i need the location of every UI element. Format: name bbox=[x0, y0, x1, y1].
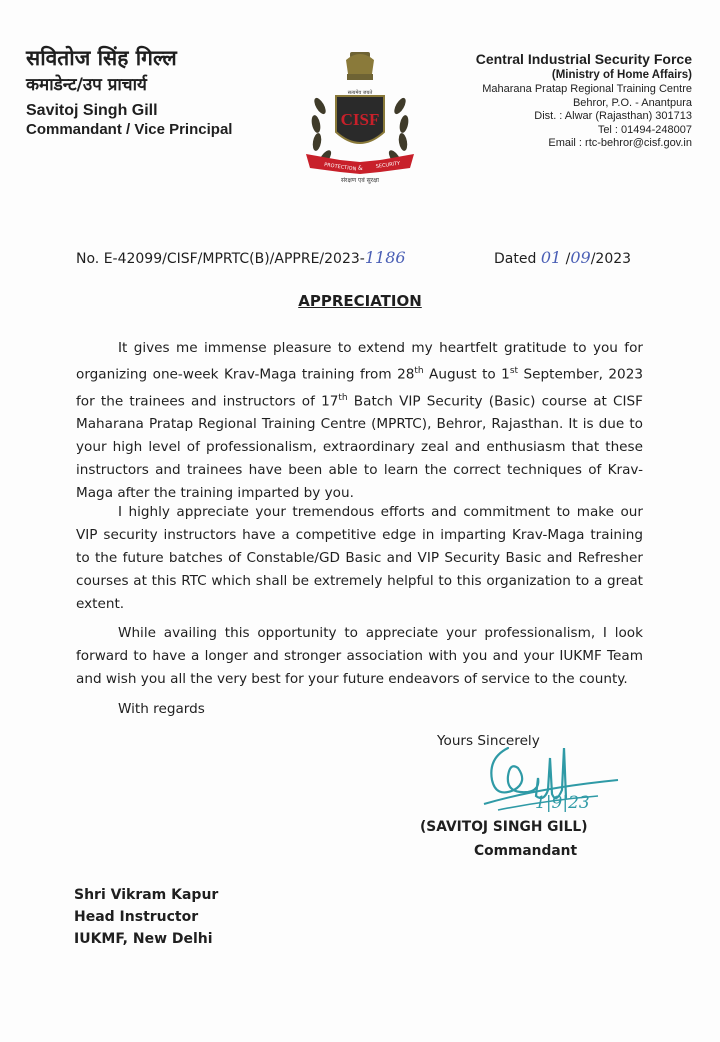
ribbon-left-text: PROTECTION bbox=[323, 162, 357, 173]
reference-number bbox=[76, 248, 406, 267]
date-year: /2023 bbox=[590, 251, 632, 267]
emblem-text: CISF bbox=[340, 110, 380, 129]
signatory-designation: Commandant bbox=[474, 843, 578, 859]
signatory-name: (SAVITOJ SINGH GILL) bbox=[420, 819, 588, 835]
emblem-motto: सत्यमेव जयते bbox=[347, 90, 373, 96]
officer-title: Commandant / Vice Principal bbox=[26, 121, 233, 138]
handwritten-month: 09 bbox=[570, 248, 591, 267]
email-line: Email : rtc-behror@cisf.gov.in bbox=[548, 137, 692, 150]
ribbon-mid-text: & bbox=[358, 165, 363, 172]
officer-title-hindi: कमाडेन्ट/उप प्राचार्य bbox=[26, 75, 147, 95]
paragraph-2: I highly appreciate your tremendous efforts and commitment to make our VIP security instructors have a competitive edge in imparting Krav-Maga training to the future batches of Constable/GD Basic and VIP Security Basic and Refresher courses at this RTC which shall be extremely helpful to this organization to a great extent. bbox=[76, 504, 643, 612]
address-line: Maharana Pratap Regional Training Centre bbox=[482, 83, 692, 95]
org-name: Central Industrial Security Force bbox=[475, 51, 692, 67]
closing-regards: With regards bbox=[118, 701, 205, 717]
reference-prefix: No. E-42099/CISF/MPRTC(B)/APPRE/2023- bbox=[76, 251, 365, 267]
officer-name-hindi: सवितोज सिंह गिल्ल bbox=[26, 46, 177, 70]
address-line: Dist. : Alwar (Rajasthan) 301713 bbox=[534, 110, 692, 123]
handwritten-reference-number: 1186 bbox=[364, 248, 406, 267]
emblem-tagline: संरक्षण एवं सुरक्षा bbox=[341, 177, 379, 184]
ministry-name: (Ministry of Home Affairs) bbox=[551, 69, 692, 81]
dated-label: Dated bbox=[494, 251, 537, 267]
signature-date: 1|9|23 bbox=[535, 793, 590, 813]
yours-sincerely: Yours Sincerely bbox=[437, 733, 540, 749]
organization-block bbox=[476, 50, 692, 151]
handwritten-day: 01 bbox=[540, 248, 562, 267]
date-separator: / bbox=[565, 251, 571, 267]
cisf-emblem-logo bbox=[300, 44, 420, 184]
recipient-name: Shri Vikram Kapur bbox=[74, 887, 219, 903]
recipient-organization: IUKMF, New Delhi bbox=[74, 931, 213, 947]
paragraph-3: While availing this opportunity to appreciate your professionalism, I look forward to have a longer and stronger association with you and your IUKMF Team and wish you all the very best for your future endeavors of service to the county. bbox=[76, 625, 643, 687]
letter-heading: APPRECIATION bbox=[298, 292, 422, 310]
paragraph-1: It gives me immense pleasure to extend my heartfelt gratitude to you for organizing one-week Krav-Maga training from 28th August to 1st September, 2023 for the trainees and instructors of 17th Batch VIP Security (Basic) course at CISF Maharana Pratap Regional Training Centre (MPRTC), Behror, Rajasthan. It is due to your high level of professionalism, extraordinary zeal and enthusiasm that these instructors and trainees have been able to learn the correct techniques of Krav-Maga after the training imparted by you. bbox=[76, 340, 643, 502]
address-line: Behror, P.O. - Anantpura bbox=[572, 96, 692, 109]
phone-line: Tel : 01494-248007 bbox=[597, 123, 692, 136]
officer-name: Savitoj Singh Gill bbox=[26, 102, 158, 119]
letter-date bbox=[494, 248, 631, 267]
ribbon-right-text: SECURITY bbox=[375, 160, 401, 170]
recipient-title: Head Instructor bbox=[74, 909, 199, 925]
